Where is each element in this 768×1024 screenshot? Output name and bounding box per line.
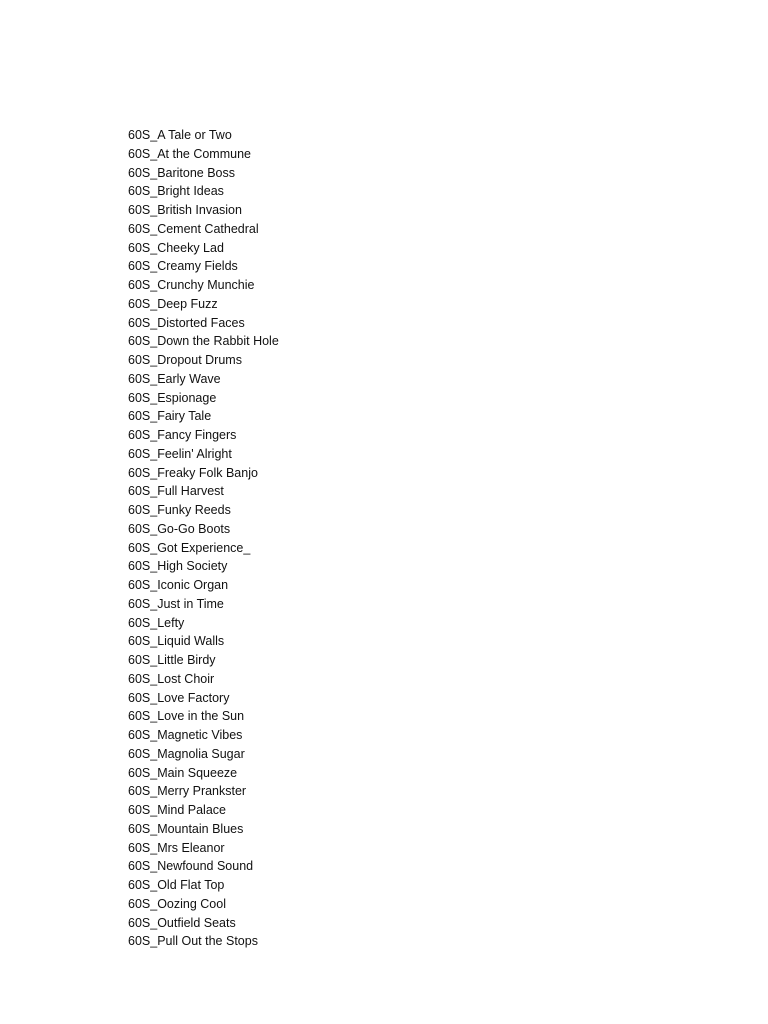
list-item: 60S_Feelin' Alright [128, 446, 232, 461]
list-item: 60S_Iconic Organ [128, 578, 229, 592]
list-item: 60S_Love Factory [128, 690, 230, 705]
list-item: 60S_Mountain Blues [128, 821, 244, 836]
list-item: 60S_Funky Reeds [128, 503, 231, 517]
list-item: 60S_Creamy Fields [128, 259, 238, 274]
list-item: 60S_Go-Go Boots [128, 521, 231, 536]
list-item: 60S_Pull Out the Stops [128, 934, 258, 949]
list-item: 60S_Freaky Folk Banjo [128, 465, 258, 480]
list-item: 60S_Just in Time [128, 596, 224, 611]
list-item: 60S_Lefty [128, 615, 185, 630]
list-item: 60S_Deep Fuzz [128, 296, 218, 311]
list-item: 60S_Early Wave [128, 371, 221, 386]
list-item: 60S_Baritone Boss [128, 165, 236, 180]
list-item: 60S_Full Harvest [128, 484, 224, 499]
list-item: 60S_Liquid Walls [128, 634, 225, 649]
list-item: 60S_Old Flat Top [128, 878, 225, 892]
list-item: 60S_At the Commune [128, 146, 251, 161]
track-name-list [128, 126, 279, 951]
list-item: 60S_Mrs Eleanor [128, 840, 225, 855]
list-item: 60S_Magnolia Sugar [128, 746, 245, 761]
list-item: 60S_Magnetic Vibes [128, 728, 243, 742]
list-item: 60S_Down the Rabbit Hole [128, 334, 279, 349]
list-item: 60S_Fairy Tale [128, 409, 212, 424]
list-item: 60S_Bright Ideas [128, 184, 224, 199]
list-item: 60S_British Invasion [128, 203, 242, 217]
list-item: 60S_Main Squeeze [128, 765, 238, 780]
list-item: 60S_Love in the Sun [128, 709, 245, 724]
list-item: 60S_A Tale or Two [128, 128, 232, 142]
list-item: 60S_Got Experience_ [128, 540, 251, 555]
list-item: 60S_High Society [128, 559, 228, 574]
list-item: 60S_Crunchy Munchie [128, 278, 255, 292]
list-item: 60S_Espionage [128, 390, 217, 405]
list-item: 60S_Mind Palace [128, 803, 226, 817]
list-item: 60S_Distorted Faces [128, 315, 245, 330]
list-item: 60S_Newfound Sound [128, 859, 254, 874]
list-item: 60S_Outfield Seats [128, 915, 236, 930]
list-item: 60S_Cement Cathedral [128, 221, 259, 236]
list-item: 60S_Little Birdy [128, 653, 216, 667]
list-item: 60S_Lost Choir [128, 671, 215, 686]
list-item: 60S_Oozing Cool [128, 896, 226, 911]
list-item: 60S_Cheeky Lad [128, 240, 224, 255]
list-item: 60S_Merry Prankster [128, 784, 247, 799]
list-item: 60S_Dropout Drums [128, 353, 242, 367]
list-item: 60S_Fancy Fingers [128, 428, 237, 442]
